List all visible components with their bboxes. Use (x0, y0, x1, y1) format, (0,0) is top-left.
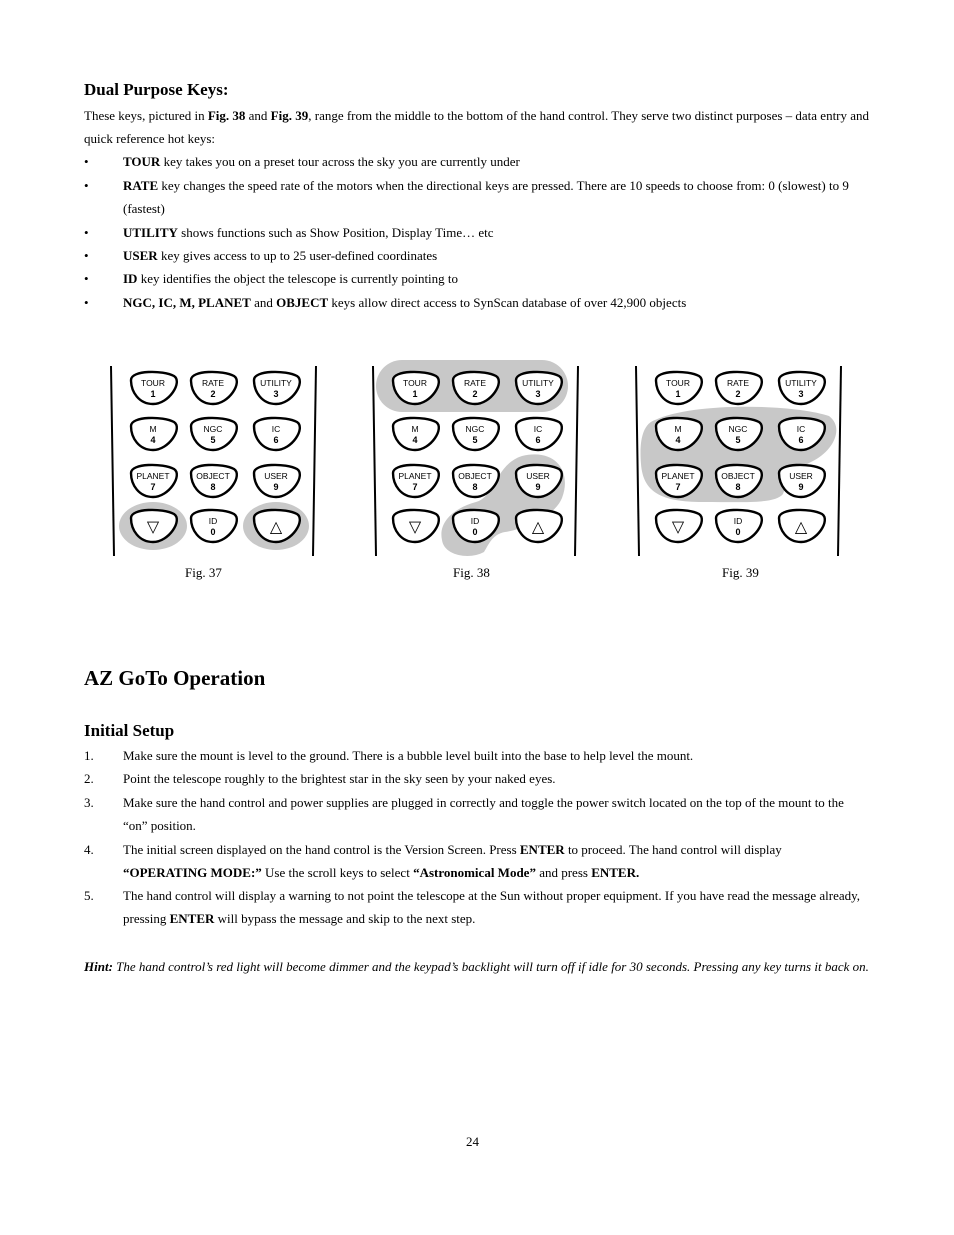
svg-text:IC: IC (796, 424, 806, 434)
operating-mode-ref: “OPERATING MODE:” (123, 865, 262, 880)
svg-text:TOUR: TOUR (403, 378, 427, 388)
svg-text:9: 9 (273, 482, 279, 492)
enter-key-ref: ENTER (519, 842, 565, 857)
svg-text:RATE: RATE (463, 378, 487, 388)
key-name: UTILITY (123, 225, 178, 240)
svg-text:8: 8 (210, 482, 216, 492)
hand-control-edge-left (636, 366, 639, 556)
svg-text:M: M (411, 424, 419, 434)
svg-text:2: 2 (210, 389, 216, 399)
svg-text:1: 1 (412, 389, 418, 399)
figure-39-caption: Fig. 39 (722, 565, 759, 580)
svg-text:TOUR: TOUR (141, 378, 165, 388)
keypad-key (716, 372, 762, 404)
subheading-initial-setup: Initial Setup (84, 721, 175, 740)
keypad-key (191, 465, 237, 497)
setup-step-3 (84, 791, 864, 837)
bullet-utility (84, 221, 864, 244)
bullet-id (84, 267, 864, 290)
svg-text:1: 1 (150, 389, 156, 399)
svg-text:5: 5 (472, 435, 478, 445)
svg-text:IC: IC (533, 424, 543, 434)
keypad-key (453, 418, 499, 450)
key-name: OBJECT (276, 295, 329, 310)
svg-text:USER: USER (789, 471, 813, 481)
svg-text:9: 9 (535, 482, 541, 492)
bullet-database-keys (84, 291, 864, 314)
svg-text:OBJECT: OBJECT (721, 471, 755, 481)
fig39-ref: Fig. 39 (270, 108, 309, 123)
svg-text:6: 6 (535, 435, 541, 445)
hint-paragraph (84, 955, 874, 979)
svg-text:▽: ▽ (671, 519, 685, 536)
step-number: 3. (84, 795, 94, 810)
hand-control-edge-right (838, 366, 841, 556)
step-text: will bypass the message and skip to the next step. (214, 911, 476, 926)
svg-text:RATE: RATE (201, 378, 225, 388)
svg-text:1: 1 (675, 389, 681, 399)
svg-text:M: M (674, 424, 682, 434)
svg-text:USER: USER (526, 471, 550, 481)
step-text: and press (535, 865, 592, 880)
svg-text:PLANET: PLANET (661, 471, 695, 481)
keypad-key (656, 372, 702, 404)
bullet-text: key takes you on a preset tour across the sky you are currently under (160, 154, 520, 169)
svg-text:USER: USER (264, 471, 288, 481)
svg-text:7: 7 (150, 482, 156, 492)
keypad-key (779, 372, 825, 404)
svg-text:PLANET: PLANET (136, 471, 170, 481)
svg-text:8: 8 (472, 482, 478, 492)
intro-text: and (245, 108, 271, 123)
keypad-key (131, 372, 177, 404)
svg-text:4: 4 (150, 435, 156, 445)
bullet-marker: • (84, 178, 89, 193)
keypad-key (656, 510, 702, 542)
svg-text:ID: ID (208, 516, 218, 526)
svg-text:0: 0 (735, 527, 741, 537)
keypad-key (716, 510, 762, 542)
svg-text:7: 7 (412, 482, 418, 492)
svg-text:3: 3 (798, 389, 804, 399)
svg-text:TOUR: TOUR (666, 378, 690, 388)
svg-text:UTILITY: UTILITY (785, 378, 817, 388)
figure-38-keypad (370, 360, 585, 560)
hand-control-edge-right (313, 366, 316, 556)
key-name: NGC, IC, M, PLANET (123, 295, 251, 310)
svg-text:0: 0 (472, 527, 478, 537)
svg-text:NGC: NGC (203, 424, 223, 434)
svg-text:5: 5 (210, 435, 216, 445)
svg-text:7: 7 (675, 482, 681, 492)
bullet-text: key gives access to up to 25 user-defined coordinates (157, 248, 438, 263)
svg-text:△: △ (269, 519, 283, 536)
key-name: TOUR (123, 154, 161, 169)
bullet-text: shows functions such as Show Position, Display Time… etc (177, 225, 494, 240)
keypad-key (191, 418, 237, 450)
step-text: Make sure the hand control and power supplies are plugged in correctly and toggle the power switch located on the top of the mount to the “on” position. (123, 795, 844, 833)
bullet-marker: • (84, 295, 89, 310)
page-number: 24 (466, 1134, 479, 1149)
svg-text:9: 9 (798, 482, 804, 492)
figure-38-caption: Fig. 38 (453, 565, 490, 580)
bullet-marker: • (84, 271, 89, 286)
svg-text:RATE: RATE (726, 378, 750, 388)
enter-key-ref: ENTER (169, 911, 215, 926)
svg-text:2: 2 (735, 389, 741, 399)
hand-control-edge-left (111, 366, 114, 556)
figure-37-caption: Fig. 37 (185, 565, 222, 580)
svg-text:PLANET: PLANET (398, 471, 432, 481)
fig38-ref: Fig. 38 (207, 108, 246, 123)
keypad-key (393, 465, 439, 497)
svg-text:△: △ (531, 519, 545, 536)
svg-text:△: △ (794, 519, 808, 536)
bullet-user (84, 244, 864, 267)
svg-text:3: 3 (535, 389, 541, 399)
svg-text:ID: ID (470, 516, 480, 526)
svg-text:4: 4 (675, 435, 681, 445)
svg-text:▽: ▽ (146, 519, 160, 536)
key-name: USER (123, 248, 158, 263)
bullet-rate (84, 174, 864, 220)
svg-text:OBJECT: OBJECT (196, 471, 230, 481)
svg-text:NGC: NGC (728, 424, 748, 434)
step-number: 4. (84, 842, 94, 857)
svg-text:NGC: NGC (465, 424, 485, 434)
hint-text: The hand control’s red light will become dimmer and the keypad’s backlight will turn off if idle for 30 seconds. Pressing any key turns it back on. (112, 959, 869, 974)
keypad-key (254, 418, 300, 450)
svg-text:UTILITY: UTILITY (260, 378, 292, 388)
keypad-key (779, 465, 825, 497)
section-heading-az-goto-operation: AZ GoTo Operation (84, 666, 266, 690)
svg-text:ID: ID (733, 516, 743, 526)
keypad-key (131, 418, 177, 450)
svg-text:M: M (149, 424, 157, 434)
keypad-key (393, 510, 439, 542)
keypad-key (779, 510, 825, 542)
bullet-text: and (250, 295, 277, 310)
svg-text:3: 3 (273, 389, 279, 399)
step-number: 5. (84, 888, 94, 903)
svg-text:4: 4 (412, 435, 418, 445)
step-text: Make sure the mount is level to the ground. There is a bubble level built into the base to help level the mount. (123, 748, 694, 763)
enter-key-ref: ENTER. (591, 865, 640, 880)
hint-label: Hint: (84, 959, 113, 974)
svg-text:0: 0 (210, 527, 216, 537)
hand-control-edge-left (373, 366, 376, 556)
svg-text:OBJECT: OBJECT (458, 471, 492, 481)
step-number: 2. (84, 771, 94, 786)
step-text: The hand control will display a warning to not point the telescope at the Sun without proper equipment. If you have read the message already, pressing (123, 888, 861, 926)
bullet-marker: • (84, 248, 89, 263)
svg-text:5: 5 (735, 435, 741, 445)
bullet-text: key changes the speed rate of the motors when the directional keys are pressed. There are 10 speeds to choose from: 0 (slowest) to 9 (fastest) (123, 178, 849, 216)
section-heading-dual-purpose-keys: Dual Purpose Keys: (84, 80, 229, 99)
svg-text:8: 8 (735, 482, 741, 492)
setup-step-4 (84, 838, 864, 884)
svg-text:▽: ▽ (408, 519, 422, 536)
keypad-key (191, 510, 237, 542)
intro-text: , range from the middle to the bottom of the hand control. They serve two distinct purposes – data entry and quick reference hot keys: (84, 108, 870, 146)
bullet-text: keys allow direct access to SynScan database of over 42,900 objects (328, 295, 687, 310)
step-text: Point the telescope roughly to the brightest star in the sky seen by your naked eyes. (123, 771, 556, 786)
bullet-tour (84, 150, 864, 173)
keypad-key (254, 372, 300, 404)
setup-step-5 (84, 884, 864, 930)
bullet-marker: • (84, 225, 89, 240)
keypad-key (516, 510, 562, 542)
hand-control-edge-right (575, 366, 578, 556)
intro-text: These keys, pictured in (84, 108, 208, 123)
figure-39-keypad (633, 360, 848, 560)
key-name: RATE (123, 178, 159, 193)
step-text: Use the scroll keys to select (261, 865, 414, 880)
key-name: ID (123, 271, 138, 286)
svg-text:2: 2 (472, 389, 478, 399)
keypad-key (393, 418, 439, 450)
svg-text:IC: IC (271, 424, 281, 434)
intro-paragraph (84, 104, 874, 150)
setup-step-1 (84, 744, 864, 767)
bullet-text: key identifies the object the telescope is currently pointing to (137, 271, 459, 286)
svg-text:6: 6 (273, 435, 279, 445)
bullet-marker: • (84, 154, 89, 169)
step-text: to proceed. The hand control will display (564, 842, 782, 857)
step-text: The initial screen displayed on the hand control is the Version Screen. Press (123, 842, 520, 857)
keypad-key (131, 465, 177, 497)
setup-step-2 (84, 767, 864, 790)
keypad-key (516, 418, 562, 450)
figure-37-keypad (108, 360, 323, 560)
astronomical-mode-ref: “Astronomical Mode” (413, 865, 536, 880)
step-number: 1. (84, 748, 94, 763)
svg-text:6: 6 (798, 435, 804, 445)
svg-text:UTILITY: UTILITY (522, 378, 554, 388)
keypad-key (191, 372, 237, 404)
keypad-key (254, 465, 300, 497)
